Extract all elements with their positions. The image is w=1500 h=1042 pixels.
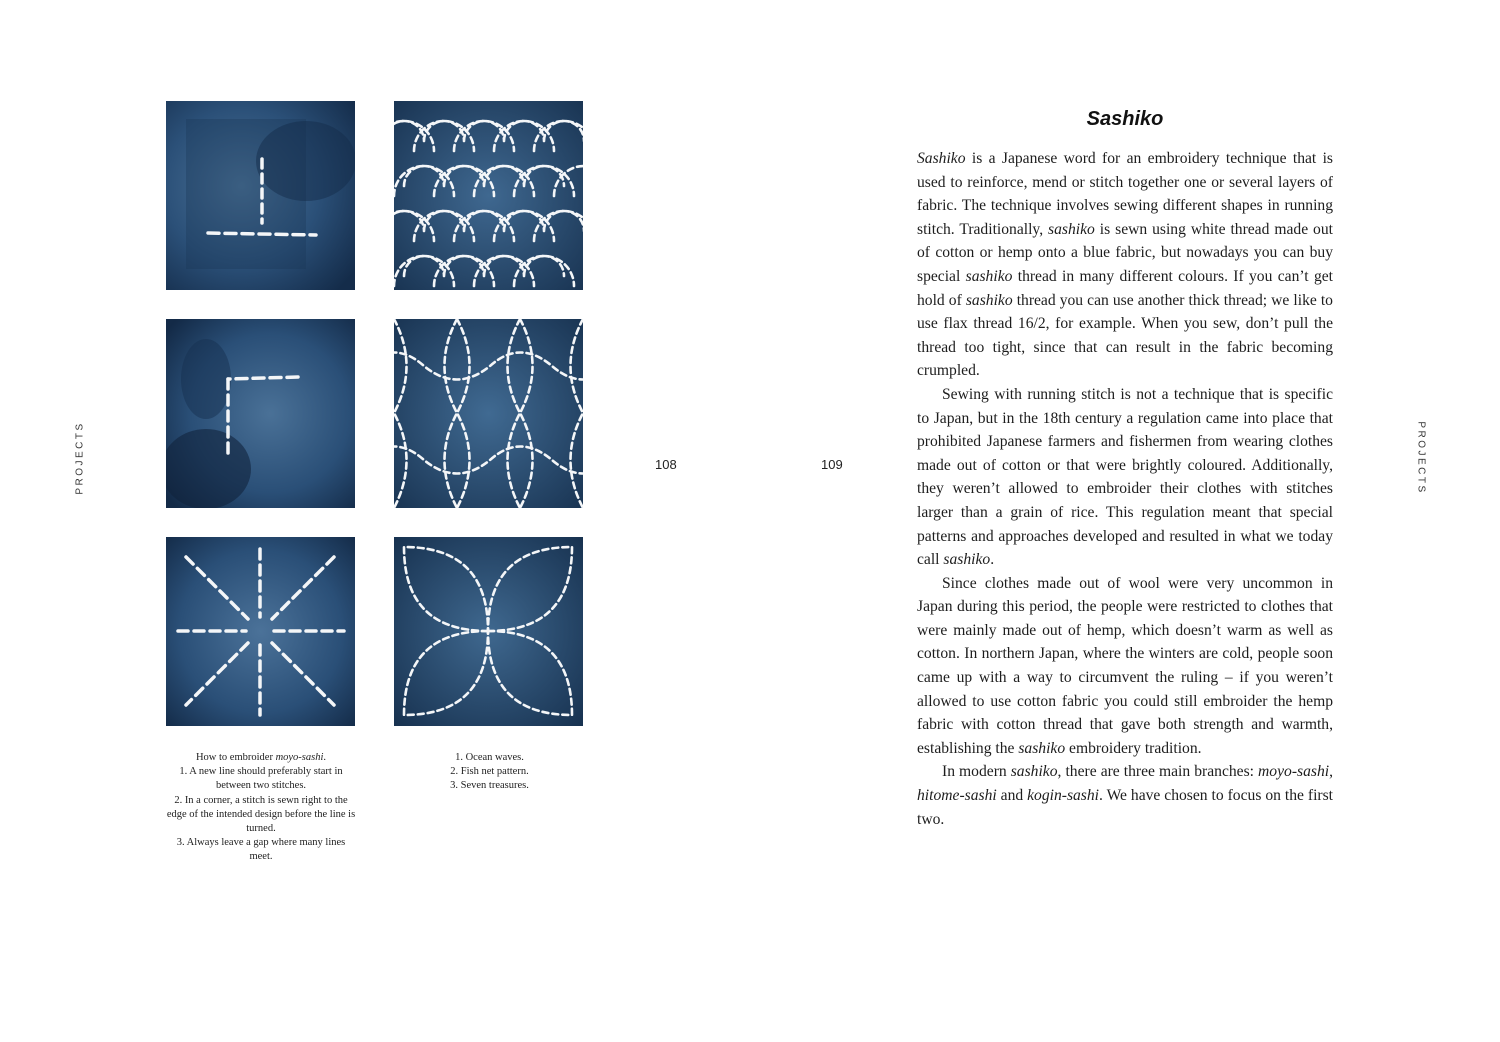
paragraph-4: In modern sashiko, there are three main branches: moyo-sashi, hitome-sashi and kogin-sashi. We have chosen to focus on the first two.: [917, 763, 1333, 828]
article-body: [917, 147, 1333, 831]
article-title: Sashiko: [1086, 108, 1164, 130]
paragraph-3: Since clothes made out of wool were very uncommon in Japan during this period, the people were restricted to clothes that were mainly made out of hemp, which doesn’t warm as well as cotton. In northern Japan, where the winters are cold, people soon came up with a way to circumvent the ruling – if you weren’t allowed to use cotton fabric you could still embroider the hemp fabric with cotton thread that gave both strength and warmth, establishing the sashiko embroidery tradition.: [917, 574, 1333, 757]
caption-right: [395, 751, 584, 794]
caption-left: [166, 751, 356, 865]
illustration-corner: [166, 319, 355, 508]
illustration-ocean-waves: [394, 101, 583, 290]
caption-left-heading: How to embroider moyo-sashi.: [195, 752, 327, 763]
illustration-new-line: [166, 101, 355, 290]
caption-left-line-1: 1. A new line should preferably start in between two stitches.: [179, 766, 343, 792]
illustration-seven-treasures: [394, 537, 583, 726]
caption-right-line-2: 2. Fish net pattern.: [450, 766, 529, 778]
side-label-right: PROJECTS: [1415, 421, 1427, 495]
caption-left-line-2: 2. In a corner, a stitch is sewn right to the edge of the intended design before the line is turned.: [166, 794, 356, 835]
paragraph-1: Sashiko is a Japanese word for an embroidery technique that is used to reinforce, mend or stitch together one or several layers of fabric. The technique involves sewing different shapes in running stitch. Traditionally, sashiko is sewn using white thread made out of cotton or hemp onto a blue fabric, but nowadays you can buy special sashiko thread in many different colours. If you can’t get hold of sashiko thread you can use another thick thread; we like to use flax thread 16/2, for example. When you sew, don’t pull the thread too tight, since that can result in the fabric becoming crumpled.: [917, 150, 1333, 380]
illustration-gap: [166, 537, 355, 726]
caption-right-line-1: 1. Ocean waves.: [455, 752, 524, 763]
page-number-left: 108: [655, 457, 677, 472]
page-number-right: 109: [821, 457, 843, 472]
paragraph-2: Sewing with running stitch is not a technique that is specific to Japan, but in the 18th century a regulation came into place that prohibited Japanese farmers and fishermen from wearing clothes made out of cotton or that were brightly coloured. Additionally, they weren’t allowed to embroider their clothes with stitches larger than a grain of rice. This regulation meant that special patterns and approaches developed and resulted in what we today call sashiko.: [917, 385, 1333, 569]
caption-left-line-3: 3. Always leave a gap where many lines meet.: [176, 837, 346, 863]
caption-right-line-3: 3. Seven treasures.: [450, 780, 529, 792]
illustration-fish-net: [394, 319, 583, 508]
side-label-left: PROJECTS: [74, 421, 86, 495]
